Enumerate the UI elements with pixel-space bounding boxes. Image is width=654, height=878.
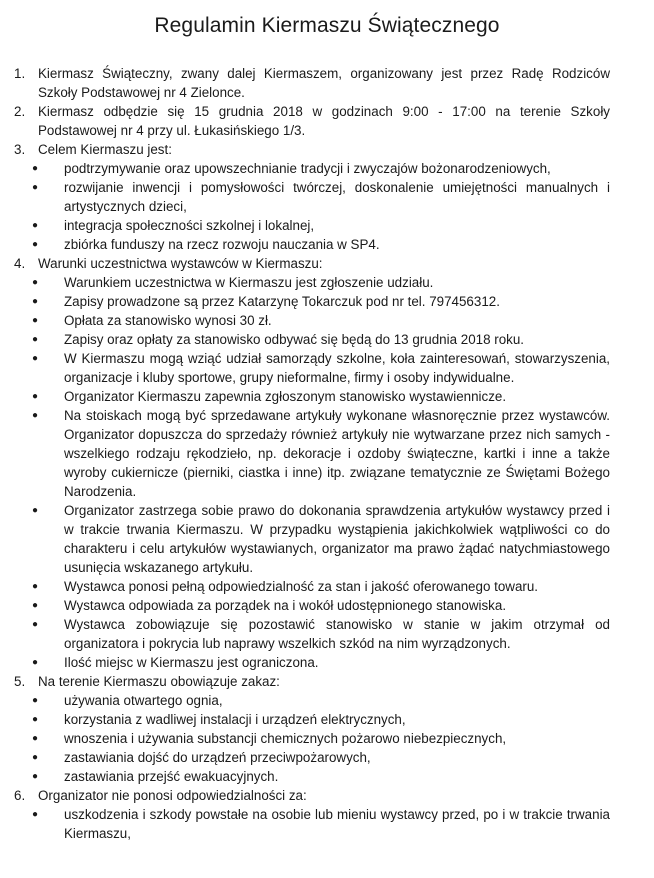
list-item — [14, 349, 610, 387]
list-item-text: integracja społeczności szkolnej i lokalnej, — [64, 218, 315, 233]
list-item-text: Zapisy oraz opłaty za stanowisko odbywać się będą do 13 grudnia 2018 roku. — [64, 332, 525, 347]
list-item-text: Zapisy prowadzone są przez Katarzynę Tokarczuk pod nr tel. 797456312. — [64, 294, 500, 309]
section-number: 2. — [14, 104, 26, 119]
list-item-text: Wystawca odpowiada za porządek na i wokół udostępnionego stanowiska. — [64, 598, 507, 613]
list-item — [14, 159, 610, 178]
list-item-text: uszkodzenia i szkody powstałe na osobie lub mieniu wystawcy przed, po i w trakcie trwania Kiermaszu, — [64, 807, 610, 841]
section-3-items — [14, 159, 610, 254]
list-item — [14, 767, 610, 786]
list-item-text: Warunkiem uczestnictwa w Kiermaszu jest zgłoszenie udziału. — [64, 275, 434, 290]
section-text: Na terenie Kiermaszu obowiązuje zakaz: — [38, 674, 280, 689]
list-item-text: Na stoiskach mogą być sprzedawane artykuły wykonane własnoręcznie przez wystawców. Organizator dopuszcza do sprzedaży również artykuły nie wytwarzane przez nich samych - wszelkiego rodzaju rękodzieło, np. dekoracje i ozdoby świąteczne, kartki i inne a także wyroby cukiernicze (pierniki, ciastka i inne) itp. związane tematycznie ze Świętami Bożego Narodzenia. — [64, 408, 610, 499]
bullet-icon: ● — [31, 163, 39, 174]
bullet-icon: ● — [31, 657, 39, 668]
bullet-list — [14, 159, 610, 254]
list-item — [14, 501, 610, 577]
list-item-text: Wystawca zobowiązuje się pozostawić stanowisko w stanie w jakim otrzymał od organizatora i pokrycia lub naprawy wszelkich szkód na nim wyrządzonych. — [64, 617, 610, 651]
section-number: 1. — [14, 66, 26, 81]
section-6 — [14, 786, 610, 805]
bullet-icon: ● — [31, 752, 39, 763]
section-number: 5. — [14, 674, 26, 689]
list-item-text: używania otwartego ognia, — [64, 693, 223, 708]
list-item — [14, 729, 610, 748]
bullet-list — [14, 273, 610, 672]
list-item-text: podtrzymywanie oraz upowszechnianie tradycji i zwyczajów bożonarodzeniowych, — [64, 161, 551, 176]
list-item — [14, 748, 610, 767]
list-item-text: Organizator zastrzega sobie prawo do dokonania sprawdzenia artykułów wystawcy przed i w trakcie trwania Kiermaszu. W przypadku wystąpienia jakichkolwiek wątpliwości co do charakteru i celu artykułów wystawianych, organizator ma prawo żądać natychmiastowego usunięcia wskazanego artykułu. — [64, 503, 610, 575]
bullet-icon: ● — [31, 809, 39, 820]
section-number: 6. — [14, 788, 26, 803]
list-item — [14, 311, 610, 330]
list-item — [14, 710, 610, 729]
section-number: 3. — [14, 142, 26, 157]
section-4-items — [14, 273, 610, 672]
section-5 — [14, 672, 610, 691]
bullet-icon: ● — [31, 695, 39, 706]
list-item — [14, 235, 610, 254]
section-4 — [14, 254, 610, 273]
bullet-icon: ● — [31, 600, 39, 611]
section-text: Kiermasz Świąteczny, zwany dalej Kiermaszem, organizowany jest przez Radę Rodziców Szkoły Podstawowej nr 4 Zielonce. — [38, 66, 610, 100]
list-item — [14, 691, 610, 710]
bullet-icon: ● — [31, 296, 39, 307]
list-item — [14, 273, 610, 292]
list-item — [14, 387, 610, 406]
bullet-icon: ● — [31, 714, 39, 725]
list-item — [14, 596, 610, 615]
bullet-icon: ● — [31, 410, 39, 421]
list-item — [14, 615, 610, 653]
bullet-icon: ● — [31, 733, 39, 744]
section-text: Celem Kiermaszu jest: — [38, 142, 172, 157]
bullet-icon: ● — [31, 182, 39, 193]
list-item-text: rozwijanie inwencji i pomysłowości twórczej, doskonalenie umiejętności manualnych i artystycznych dzieci, — [64, 180, 610, 214]
bullet-icon: ● — [31, 315, 39, 326]
bullet-icon: ● — [31, 771, 39, 782]
list-item — [14, 178, 610, 216]
list-item-text: zbiórka funduszy na rzecz rozwoju nauczania w SP4. — [64, 237, 380, 252]
section-text: Kiermasz odbędzie się 15 grudnia 2018 w godzinach 9:00 - 17:00 na terenie Szkoły Podstawowej nr 4 przy ul. Łukasińskiego 1/3. — [38, 104, 610, 138]
bullet-icon: ● — [31, 334, 39, 345]
section-number: 4. — [14, 256, 26, 271]
list-item — [14, 805, 610, 843]
list-item — [14, 577, 610, 596]
bullet-list — [14, 805, 610, 843]
list-item-text: Opłata za stanowisko wynosi 30 zł. — [64, 313, 272, 328]
bullet-icon: ● — [31, 619, 39, 630]
bullet-icon: ● — [31, 581, 39, 592]
bullet-icon: ● — [31, 391, 39, 402]
bullet-icon: ● — [31, 239, 39, 250]
list-item-text: Organizator Kiermaszu zapewnia zgłoszonym stanowisko wystawiennicze. — [64, 389, 507, 404]
list-item — [14, 653, 610, 672]
section-5-items — [14, 691, 610, 786]
bullet-list — [14, 691, 610, 786]
bullet-icon: ● — [31, 353, 39, 364]
section-text: Organizator nie ponosi odpowiedzialności za: — [38, 788, 307, 803]
section-text: Warunki uczestnictwa wystawców w Kiermaszu: — [38, 256, 323, 271]
list-item-text: Ilość miejsc w Kiermaszu jest ograniczona. — [64, 655, 319, 670]
list-item — [14, 292, 610, 311]
bullet-icon: ● — [31, 277, 39, 288]
list-item-text: wnoszenia i używania substancji chemicznych pożarowo niebezpiecznych, — [64, 731, 507, 746]
bullet-icon: ● — [31, 220, 39, 231]
list-item — [14, 216, 610, 235]
list-item-text: zastawiania dojść do urządzeń przeciwpożarowych, — [64, 750, 371, 765]
list-item-text: zastawiania przejść ewakuacyjnych. — [64, 769, 279, 784]
bullet-icon: ● — [31, 505, 39, 516]
section-6-items — [14, 805, 610, 843]
regulations-content — [14, 64, 610, 843]
list-item-text: W Kiermaszu mogą wziąć udział samorządy szkolne, koła zainteresowań, stowarzyszenia, organizacje i kluby sportowe, grupy nieformalne, firmy i osoby indywidualne. — [64, 351, 610, 385]
section-2 — [14, 102, 610, 140]
list-item-text: korzystania z wadliwej instalacji i urządzeń elektrycznych, — [64, 712, 406, 727]
regulations-list — [14, 64, 610, 843]
list-item-text: Wystawca ponosi pełną odpowiedzialność za stan i jakość oferowanego towaru. — [64, 579, 539, 594]
section-3 — [14, 140, 610, 159]
list-item — [14, 406, 610, 501]
list-item — [14, 330, 610, 349]
document-title: Regulamin Kiermaszu Świątecznego — [154, 14, 500, 37]
section-1 — [14, 64, 610, 102]
